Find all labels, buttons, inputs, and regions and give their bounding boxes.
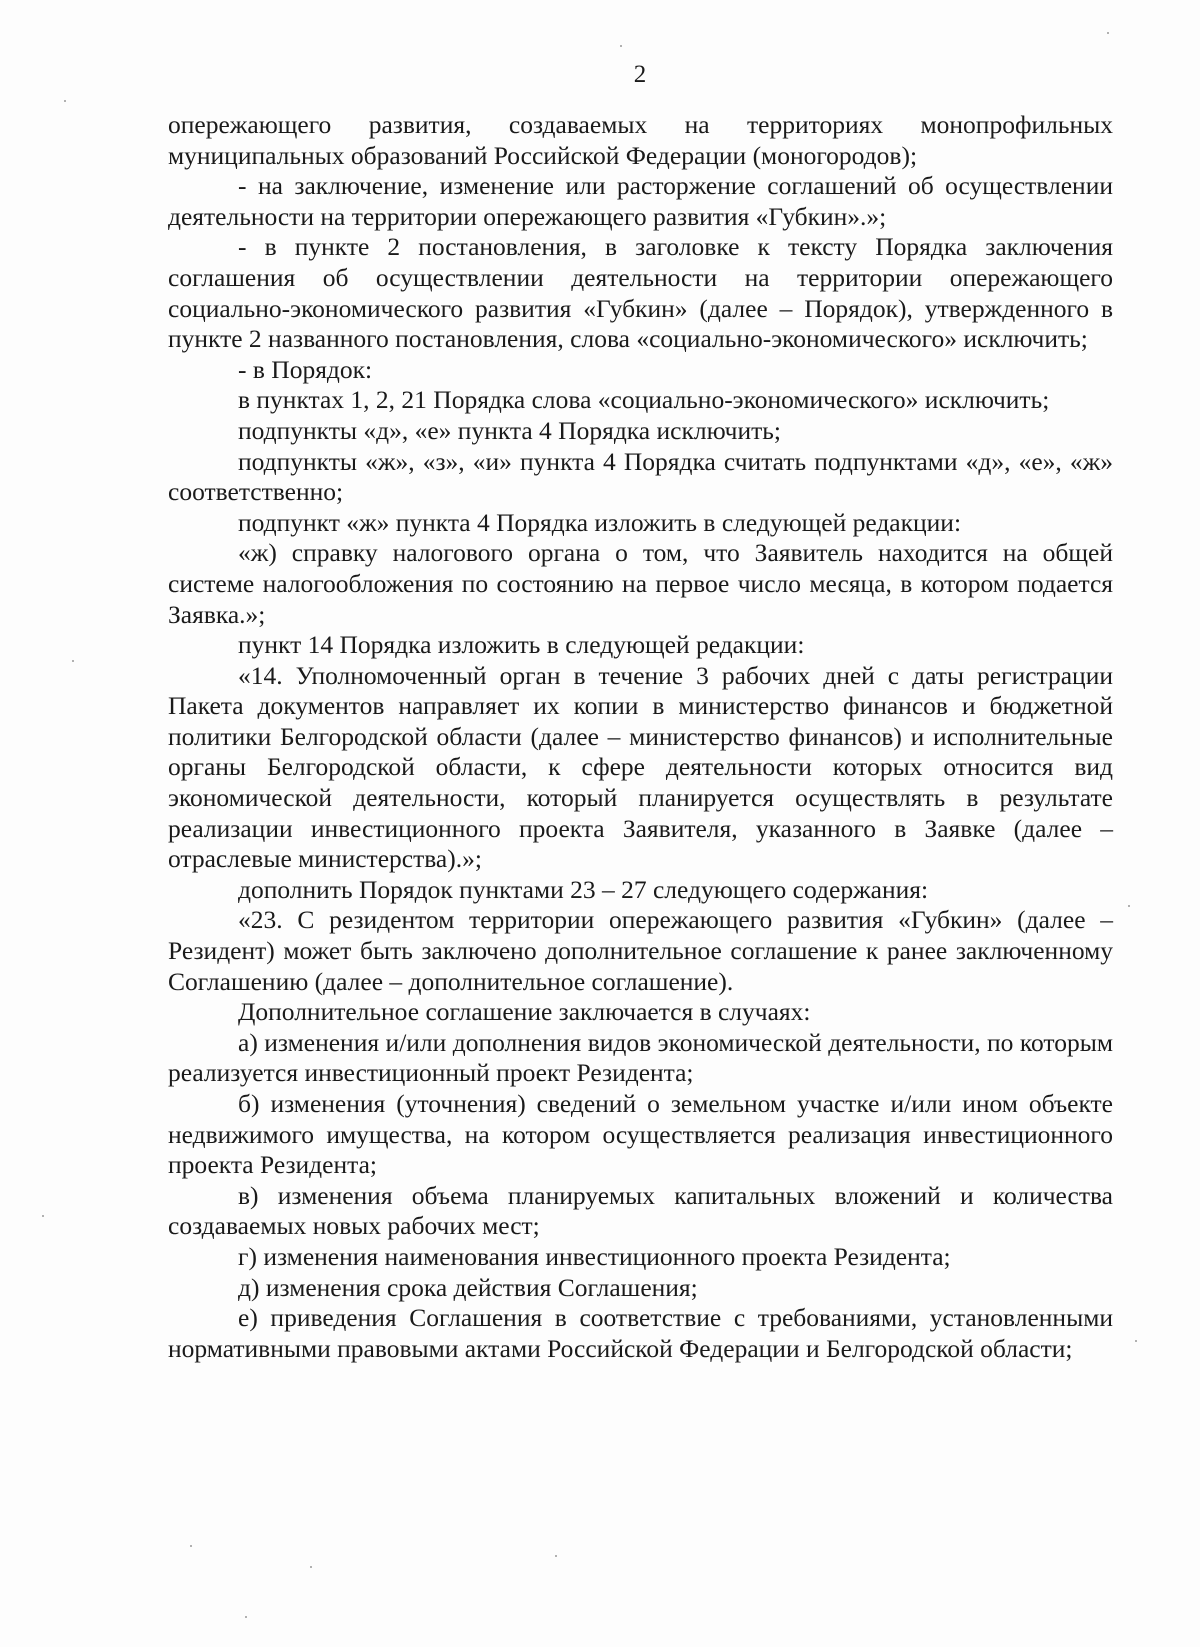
paragraph: а) изменения и/или дополнения видов экономической деятельности, по которым реализуется инвестиционный проект Резидента; [168,1027,1113,1088]
paragraph: пункт 14 Порядка изложить в следующей редакции: [238,630,805,660]
paragraph: - на заключение, изменение или расторжение соглашений об осуществлении деятельности на территории опережающего развития «Губкин».»; [168,171,1113,231]
paragraph: «23. С резидентом территории опережающего развития «Губкин» (далее – Резидент) может быть заключено дополнительное соглашение к ранее заключенному Соглашению (далее – дополнительное соглашение). [168,905,1113,996]
paragraph: «ж) справку налогового органа о том, что Заявитель находится на общей системе налогообложения по состоянию на первое число месяца, в котором подается Заявка.»; [168,538,1113,629]
scan-speck [42,1215,44,1217]
document-body [168,110,1113,1364]
scan-speck [555,1555,557,1557]
paragraph: е) приведения Соглашения в соответствие с требованиями, установленными нормативными правовыми актами Российской Федерации и Белгородской области; [168,1303,1113,1363]
paragraph: - в Порядок: [238,354,373,384]
paragraph: подпункты «д», «е» пункта 4 Порядка исключить; [238,415,781,445]
scan-speck [1107,32,1109,34]
scan-speck [1135,1340,1137,1342]
scan-speck [190,1545,192,1547]
scan-speck [72,660,74,662]
page-number: 2 [633,61,647,88]
paragraph: д) изменения срока действия Соглашения; [238,1272,698,1302]
paragraph: - в пункте 2 постановления, в заголовке к тексту Порядка заключения соглашения об осуществлении деятельности на территории опережающего социально-экономического развития «Губкин» (далее – Порядок), утвержденного в пункте 2 названного постановления, слова «социально-экономического» исключить; [168,232,1113,354]
paragraph: опережающего развития, создаваемых на территориях монопрофильных муниципальных образований Российской Федерации (моногородов); [168,110,1113,170]
paragraph: г) изменения наименования инвестиционного проекта Резидента; [238,1241,951,1271]
paragraph: в) изменения объема планируемых капитальных вложений и количества создаваемых новых рабочих мест; [168,1180,1113,1241]
paragraph: в пунктах 1, 2, 21 Порядка слова «социально-экономического» исключить; [238,385,1050,415]
scan-speck [1128,905,1130,907]
paragraph: дополнить Порядок пунктами 23 – 27 следующего содержания: [238,874,929,904]
paragraph: «14. Уполномоченный орган в течение 3 рабочих дней с даты регистрации Пакета документов направляет их копии в министерство финансов и бюджетной политики Белгородской области (далее – министерство финансов) и исполнительные органы Белгородской области, к сфере деятельности которых относится вид экономической деятельности, который планируется осуществлять в результате реализации инвестиционного проекта Заявителя, указанного в Заявке (далее – отраслевые министерства).»; [168,660,1113,874]
paragraph: подпункт «ж» пункта 4 Порядка изложить в следующей редакции: [238,507,962,537]
scan-speck [310,1566,312,1568]
paragraph: подпункты «ж», «з», «и» пункта 4 Порядка считать подпунктами «д», «е», «ж» соответственно; [168,446,1113,507]
paragraph: б) изменения (уточнения) сведений о земельном участке и/или ином объекте недвижимого имущества, на котором осуществляется реализация инвестиционного проекта Резидента; [168,1089,1113,1180]
scan-speck [64,100,66,102]
scan-speck [620,45,622,47]
scan-speck [245,1616,247,1618]
paragraph: Дополнительное соглашение заключается в случаях: [238,997,811,1027]
